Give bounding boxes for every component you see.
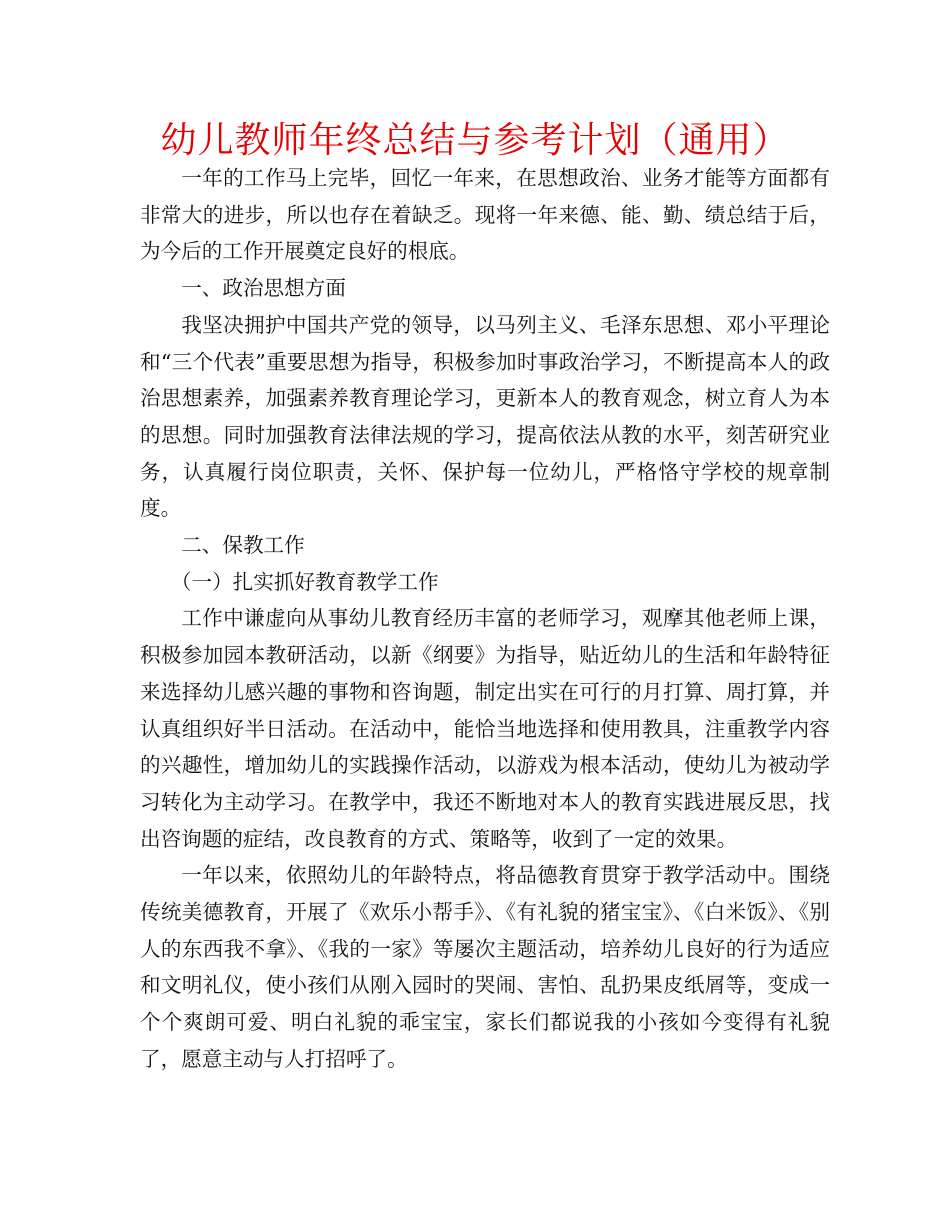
intro-paragraph: 一年的工作马上完毕，回忆一年来，在思想政治、业务才能等方面都有非常大的进步，所以也存在着缺乏。现将一年来德、能、勤、绩总结于后，为今后的工作开展奠定良好的根底。 <box>140 166 830 264</box>
teaching-paragraph: 工作中谦虚向从事幼儿教育经历丰富的老师学习，观摩其他老师上课，积极参加园本教研活动，以新《纲要》为指导，贴近幼儿的生活和年龄特征来选择幼儿感兴趣的事物和咨询题，制定出实在可行的月打算、周打算，并认真组织好半日活动。在活动中，能恰当地选择和使用教具，注重教学内容的兴趣性，增加幼儿的实践操作活动，以游戏为根本活动，使幼儿为被动学习转化为主动学习。在教学中，我还不断地对本人的教育实践进展反思，找出咨询题的症结，改良教育的方式、策略等，收到了一定的效果。 <box>140 606 830 851</box>
politics-paragraph: 我坚决拥护中国共产党的领导，以马列主义、毛泽东思想、邓小平理论和“三个代表”重要思想为指导，积极参加时事政治学习，不断提高本人的政治思想素养，加强素养教育理论学习，更新本人的教育观念，树立育人为本的思想。同时加强教育法律法规的学习，提高依法从教的水平，刻苦研究业务，认真履行岗位职责，关怀、保护每一位幼儿，严格恪守学校的规章制度。 <box>140 312 830 521</box>
document-body <box>140 160 830 1078</box>
moral-education-paragraph: 一年以来，依照幼儿的年龄特点，将品德教育贯穿于教学活动中。围绕传统美德教育，开展了《欢乐小帮手》、《有礼貌的猪宝宝》、《白米饭》、《别人的东西我不拿》、《我的一家》等屡次主题活动，培养幼儿良好的行为适应和文明礼仪，使小孩们从刚入园时的哭闹、害怕、乱扔果皮纸屑等，变成一个个爽朗可爱、明白礼貌的乖宝宝，家长们都说我的小孩如今变得有礼貌了，愿意主动与人打招呼了。 <box>140 863 830 1071</box>
section-heading-politics: 一、政治思想方面 <box>181 276 346 301</box>
section-heading-teaching: 二、保教工作 <box>181 533 305 558</box>
document-title: 幼儿教师年终总结与参考计划（通用） <box>160 120 790 161</box>
subsection-heading-teaching-work: （一）扎实抓好教育教学工作 <box>170 569 439 594</box>
